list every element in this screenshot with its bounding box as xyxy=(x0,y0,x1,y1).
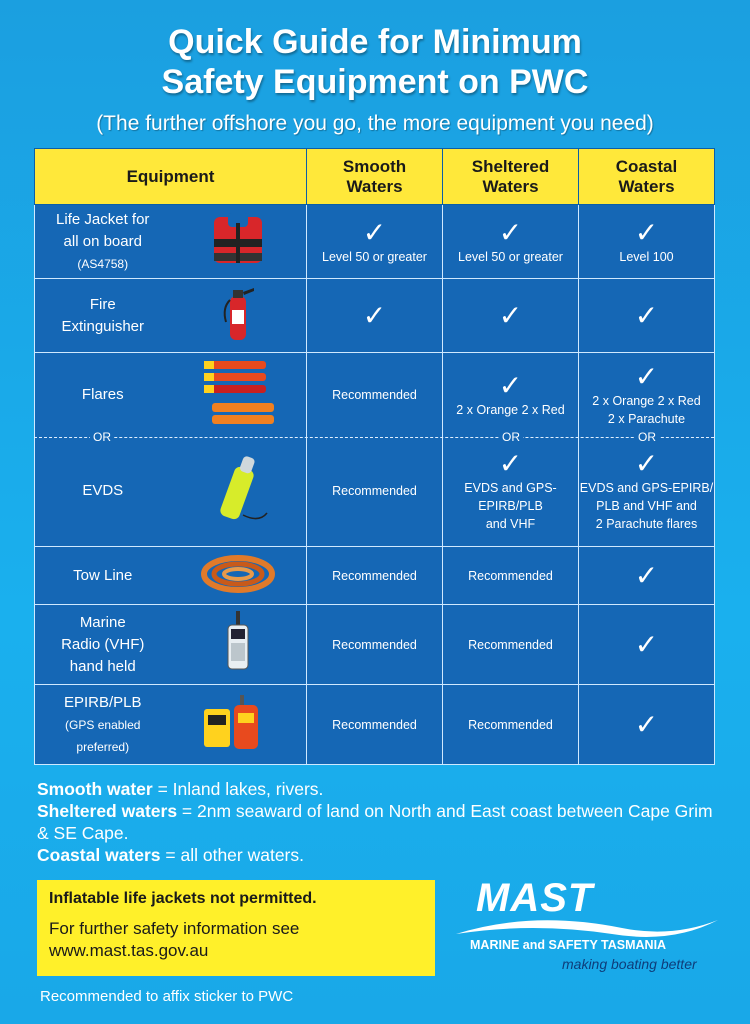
table-row-epirb xyxy=(35,685,715,765)
check-icon: ✓ xyxy=(498,215,523,249)
towline-image xyxy=(171,547,307,605)
check-icon: ✓ xyxy=(634,215,659,249)
fire-image xyxy=(171,279,307,353)
logo-wordmark: MAST xyxy=(476,876,594,920)
table-row-lifejacket xyxy=(35,205,715,279)
tow-rope-icon xyxy=(198,550,278,596)
evds-sheltered: ✓ EVDS and GPS- EPIRB/PLB and VHF xyxy=(443,437,579,547)
radio-coastal xyxy=(579,605,715,685)
legend-smooth: Smooth water = Inland lakes, rivers. xyxy=(37,779,324,799)
logo-org-name: MARINE and SAFETY TASMANIA xyxy=(470,938,667,952)
header-coastal: Coastal Waters xyxy=(579,149,715,205)
evds-image xyxy=(171,437,307,547)
inflatable-warning: Inflatable life jackets not permitted. xyxy=(49,890,317,907)
legend-sheltered: Sheltered waters = 2nm seaward of land on North and East coast between Cape Grim & SE Cape. xyxy=(37,801,713,843)
equipment-table xyxy=(34,148,715,765)
title-line-2: Safety Equipment on PWC xyxy=(161,63,589,101)
table-row-radio xyxy=(35,605,715,685)
check-icon: ✓ xyxy=(634,359,659,393)
check-icon: ✓ xyxy=(362,298,387,332)
header-smooth: Smooth Waters xyxy=(307,149,443,205)
legend-coastal: Coastal waters = all other waters. xyxy=(37,845,305,865)
lifejacket-icon xyxy=(206,209,270,269)
check-icon: ✓ xyxy=(498,298,523,332)
flares-coastal: ✓ 2 x Orange 2 x Red 2 x Parachute xyxy=(579,353,715,437)
evds-coastal: ✓ EVDS and GPS-EPIRB/ PLB and VHF and 2 Parachute flares xyxy=(579,437,715,547)
page-title xyxy=(0,22,750,102)
or-divider xyxy=(34,437,714,438)
towline-sheltered: Recommended xyxy=(443,547,579,605)
table-row-evds xyxy=(35,437,715,547)
page-subtitle: (The further offshore you go, the more equipment you need) xyxy=(96,112,654,135)
header-equipment: Equipment xyxy=(35,149,307,205)
radio-sheltered: Recommended xyxy=(443,605,579,685)
check-icon: ✓ xyxy=(498,368,523,402)
table-row-fire xyxy=(35,279,715,353)
epirb-smooth: Recommended xyxy=(307,685,443,765)
flares-sheltered: ✓ 2 x Orange 2 x Red xyxy=(443,353,579,437)
fire-smooth xyxy=(307,279,443,353)
or-label-coastal: OR xyxy=(635,430,659,444)
radio-label: Marine Radio (VHF) hand held xyxy=(35,605,171,685)
flares-image xyxy=(171,353,307,437)
check-icon: ✓ xyxy=(634,627,659,661)
check-icon: ✓ xyxy=(498,447,523,481)
lifejacket-sheltered: ✓ Level 50 or greater xyxy=(443,205,579,279)
check-icon: ✓ xyxy=(634,558,659,592)
lifejacket-label: Life Jacket for all on board (AS4758) xyxy=(35,205,171,279)
towline-label: Tow Line xyxy=(35,547,171,605)
info-text: For further safety information see www.mast.tas.gov.au xyxy=(49,919,300,960)
flares-icon xyxy=(198,357,278,427)
lifejacket-smooth: ✓ Level 50 or greater xyxy=(307,205,443,279)
fire-label: Fire Extinguisher xyxy=(35,279,171,353)
fire-sheltered xyxy=(443,279,579,353)
or-label-equipment: OR xyxy=(90,430,114,444)
evds-label: EVDS xyxy=(35,437,171,547)
evds-icon xyxy=(203,449,273,529)
logo-tagline: making boating better xyxy=(562,956,697,972)
lifejacket-coastal: ✓ Level 100 xyxy=(579,205,715,279)
flares-label: Flares xyxy=(35,353,171,437)
radio-smooth: Recommended xyxy=(307,605,443,685)
table-row-flares xyxy=(35,353,715,437)
check-icon: ✓ xyxy=(362,215,387,249)
epirb-icon xyxy=(198,689,278,755)
epirb-sheltered: Recommended xyxy=(443,685,579,765)
table-row-towline xyxy=(35,547,715,605)
flares-smooth: Recommended xyxy=(307,353,443,437)
table-header-row xyxy=(35,149,715,205)
radio-image xyxy=(171,605,307,685)
fire-coastal xyxy=(579,279,715,353)
footer-note: Recommended to affix sticker to PWC xyxy=(40,988,294,1005)
epirb-label: EPIRB/PLB (GPS enabled preferred) xyxy=(35,685,171,765)
website-link[interactable]: www.mast.tas.gov.au xyxy=(49,941,209,960)
notice-box xyxy=(37,880,435,976)
fire-extinguisher-icon xyxy=(218,282,258,344)
check-icon: ✓ xyxy=(634,298,659,332)
vhf-radio-icon xyxy=(218,609,258,675)
epirb-image xyxy=(171,685,307,765)
epirb-coastal xyxy=(579,685,715,765)
header-sheltered: Sheltered Waters xyxy=(443,149,579,205)
or-label-sheltered: OR xyxy=(499,430,523,444)
mast-logo xyxy=(452,878,722,988)
lifejacket-image xyxy=(171,205,307,279)
check-icon: ✓ xyxy=(634,707,659,741)
evds-smooth: Recommended xyxy=(307,437,443,547)
towline-coastal xyxy=(579,547,715,605)
title-line-1: Quick Guide for Minimum xyxy=(168,23,582,61)
check-icon: ✓ xyxy=(634,447,659,481)
waters-legend xyxy=(37,778,727,866)
towline-smooth: Recommended xyxy=(307,547,443,605)
